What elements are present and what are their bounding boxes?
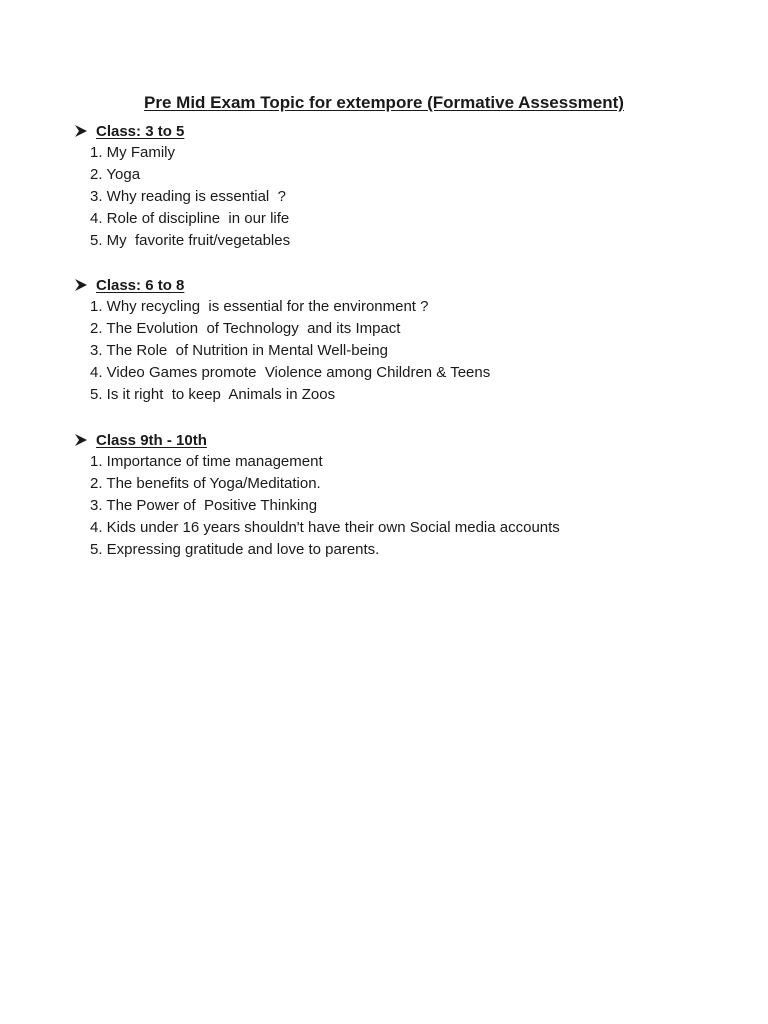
section-label: Class: 3 to 5	[96, 122, 185, 140]
document-title: Pre Mid Exam Topic for extempore (Formative Assessment)	[144, 93, 624, 112]
list-item: 5. Expressing gratitude and love to parents.	[90, 541, 380, 558]
list-item: 1. Why recycling is essential for the environment ?	[90, 298, 429, 315]
section-class-9th-10th	[74, 429, 754, 561]
section-heading	[74, 274, 754, 296]
list-item: 2. The Evolution of Technology and its Impact	[90, 320, 401, 337]
list-item: 4. Video Games promote Violence among Children & Teens	[90, 364, 491, 381]
section-class-3-to-5	[74, 120, 754, 252]
list-item: 1. My Family	[90, 144, 176, 161]
list-item: 5. Is it right to keep Animals in Zoos	[90, 386, 336, 403]
arrow-bullet-icon	[74, 433, 88, 447]
list-item: 4. Role of discipline in our life	[90, 210, 290, 227]
list-item: 2. Yoga	[90, 166, 141, 183]
list-item: 3. The Role of Nutrition in Mental Well-being	[90, 342, 388, 359]
list-item: 3. The Power of Positive Thinking	[90, 497, 318, 514]
arrow-bullet-icon	[74, 124, 88, 138]
section-label: Class: 6 to 8	[96, 276, 185, 294]
topic-list	[74, 451, 754, 561]
arrow-bullet-icon	[74, 278, 88, 292]
section-heading	[74, 120, 754, 142]
section-label: Class 9th - 10th	[96, 431, 207, 449]
list-item: 4. Kids under 16 years shouldn't have their own Social media accounts	[90, 519, 560, 536]
list-item: 1. Importance of time management	[90, 453, 323, 470]
topic-list	[74, 142, 754, 252]
topic-list	[74, 296, 754, 406]
section-class-6-to-8	[74, 274, 754, 406]
list-item: 2. The benefits of Yoga/Meditation.	[90, 475, 321, 492]
section-heading	[74, 429, 754, 451]
list-item: 5. My favorite fruit/vegetables	[90, 232, 291, 249]
list-item: 3. Why reading is essential ?	[90, 188, 286, 205]
